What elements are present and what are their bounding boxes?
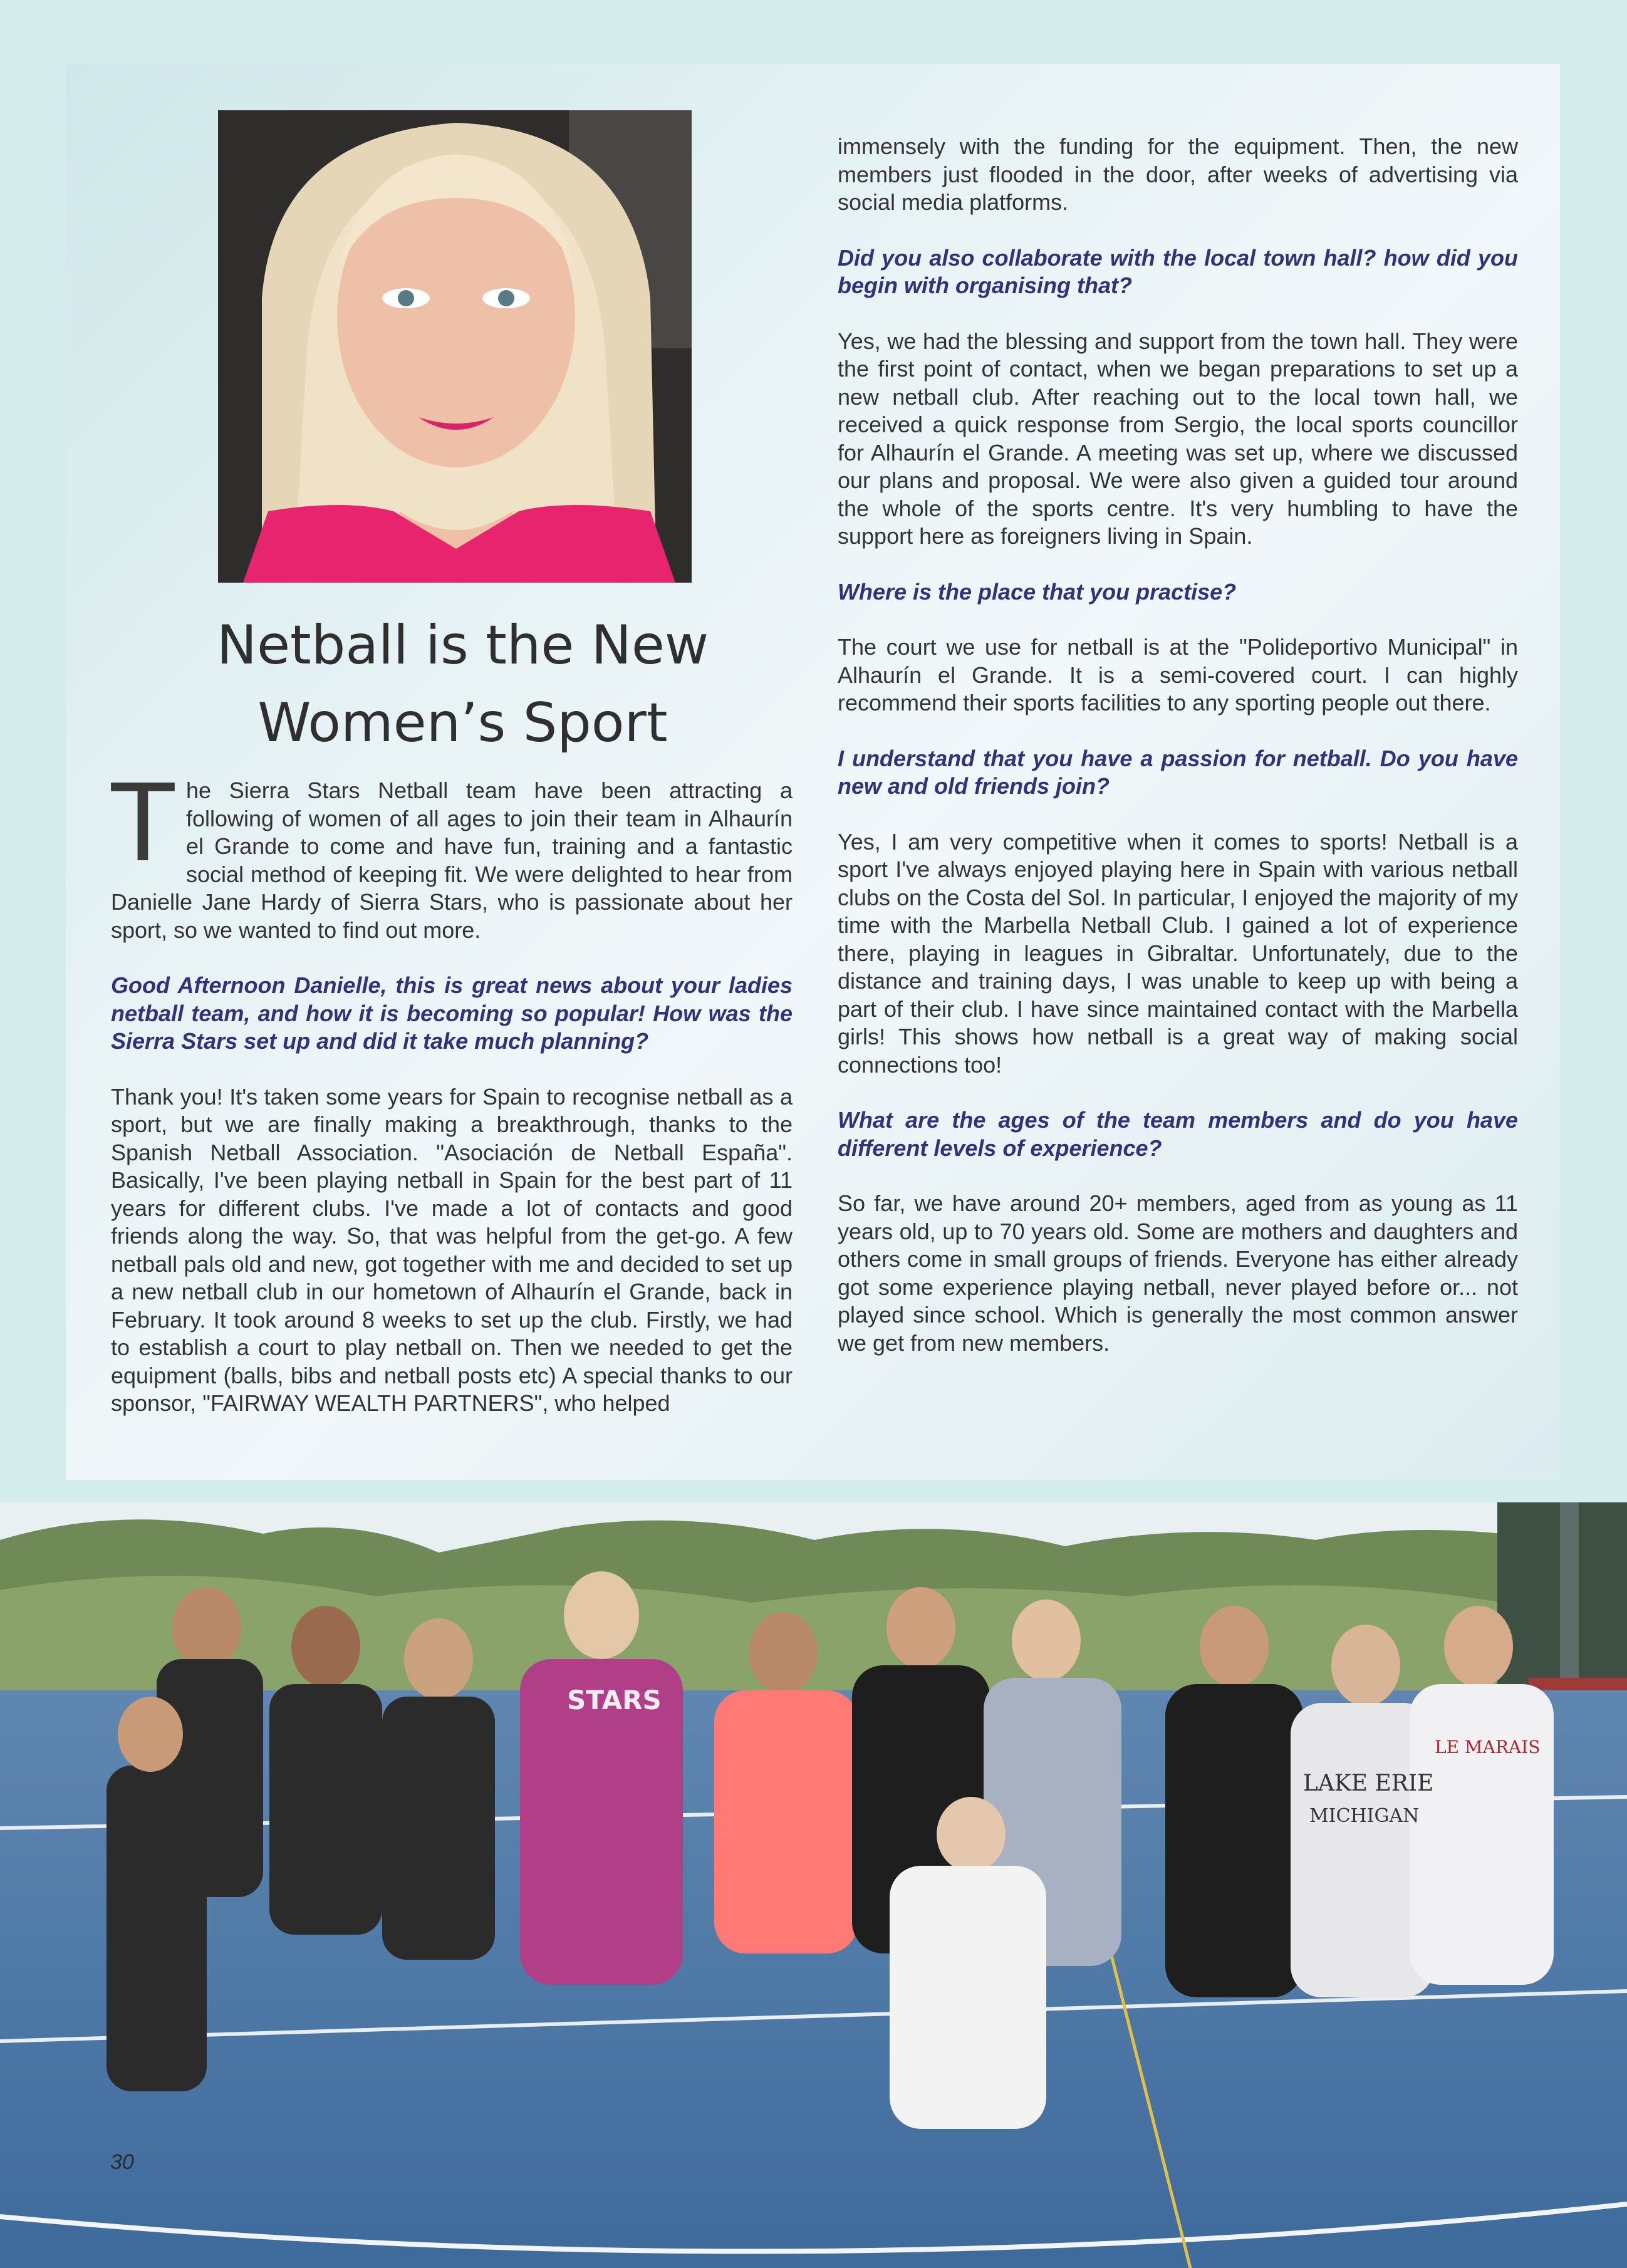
- question-3: Where is the place that you practise?: [838, 578, 1237, 605]
- answer-1-part-2: immensely with the funding for the equipment. Then, the new members just flooded in the door, after weeks of advertising via social media platforms.: [838, 133, 1518, 215]
- article-column-right: [838, 133, 1518, 1385]
- question-4: I understand that you have a passion for netball. Do you have new and old friends join?: [838, 745, 1518, 799]
- team-photo: [0, 1502, 1627, 2268]
- answer-4: Yes, I am very competitive when it comes to sports! Netball is a sport I've always enjoyed playing here in Spain with various netball clubs on the Costa del Sol. In particular, I enjoyed the majority of my time with the Marbella Netball Club. I gained a lot of experience there, playing in leagues in Gibraltar. Unfortunately, due to the distance and training days, I was unable to keep up with being a part of their club. I have since maintained contact with the Marbella girls! This shows how netball is a great way of making social connections too!: [838, 828, 1518, 1078]
- answer-5: So far, we have around 20+ members, aged from as young as 11 years old, up to 70 years old. Some are mothers and daughters and others come in small groups of friends. Everyone has either already got some experience playing netball, never played before or... not played since school. Which is generally the most common answer we get from new members.: [838, 1190, 1518, 1356]
- answer-3: The court we use for netball is at the "Polideportivo Municipal" in Alhaurín el Grande. It is a semi-covered court. I can highly recommend their sports facilities to any sporting people out there.: [838, 634, 1518, 715]
- page-number: 30: [110, 2150, 134, 2174]
- hoodie-text-1b: MICHIGAN: [1309, 1805, 1420, 1827]
- shirt-logo-text: STARS: [567, 1685, 662, 1715]
- portrait-photo: [218, 110, 692, 583]
- drop-cap: T: [108, 759, 177, 885]
- answer-1-part-1: Thank you! It's taken some years for Spain to recognise netball as a sport, but we are finally making a breakthrough, thanks to the Spanish Netball Association. "Asociación de Netball España". Basically, I've been playing netball in Spain for the best part of 11 years for different clubs. I've made a lot of contacts and good friends along the way. So, that was helpful from the get-go. A few netball pals old and new, got together with me and decided to set up a new netball club in our hometown of Alhaurín el Grande, back in February. It took around 8 weeks to set up the club. Firstly, we had to establish a court to play netball on. Then we needed to get the equipment (balls, bibs and netball posts etc) A special thanks to our sponsor, "FAIRWAY WEALTH PARTNERS", who helped: [111, 1083, 793, 1416]
- hoodie-text-2: LE MARAIS: [1435, 1737, 1541, 1757]
- intro-paragraph: he Sierra Stars Netball team have been attracting a following of women of all ages to join their team in Alhaurín el Grande to come and have fun, training and a fantastic social method of keeping fit. We were delighted to hear from Danielle Jane Hardy of Sierra Stars, who is passionate about her sport, so we wanted to find out more.: [111, 778, 793, 943]
- hoodie-text-1: LAKE ERIE: [1303, 1771, 1434, 1796]
- headline-line-2: Women’s Sport: [257, 692, 668, 754]
- answer-2: Yes, we had the blessing and support from the town hall. They were the first point of contact, when we began preparations to set up a new netball club. After reaching out to the local town hall, we received a quick response from Sergio, the local sports councillor for Alhaurín el Grande. A meeting was set up, where we discussed our plans and proposal. We were also given a guided tour around the whole of the sports centre. It's very humbling to have the support here as foreigners living in Spain.: [838, 328, 1518, 549]
- question-1: Good Afternoon Danielle, this is great news about your ladies netball team, and how it is becoming so popular! How was the Sierra Stars set up and did it take much planning?: [111, 972, 793, 1054]
- article-headline: [110, 606, 815, 762]
- headline-line-1: Netball is the New: [216, 614, 709, 677]
- question-5: What are the ages of the team members and do you have different levels of experience?: [838, 1107, 1518, 1161]
- question-2: Did you also collaborate with the local town hall? how did you begin with organising that?: [838, 244, 1518, 298]
- article-column-left: [108, 759, 793, 1445]
